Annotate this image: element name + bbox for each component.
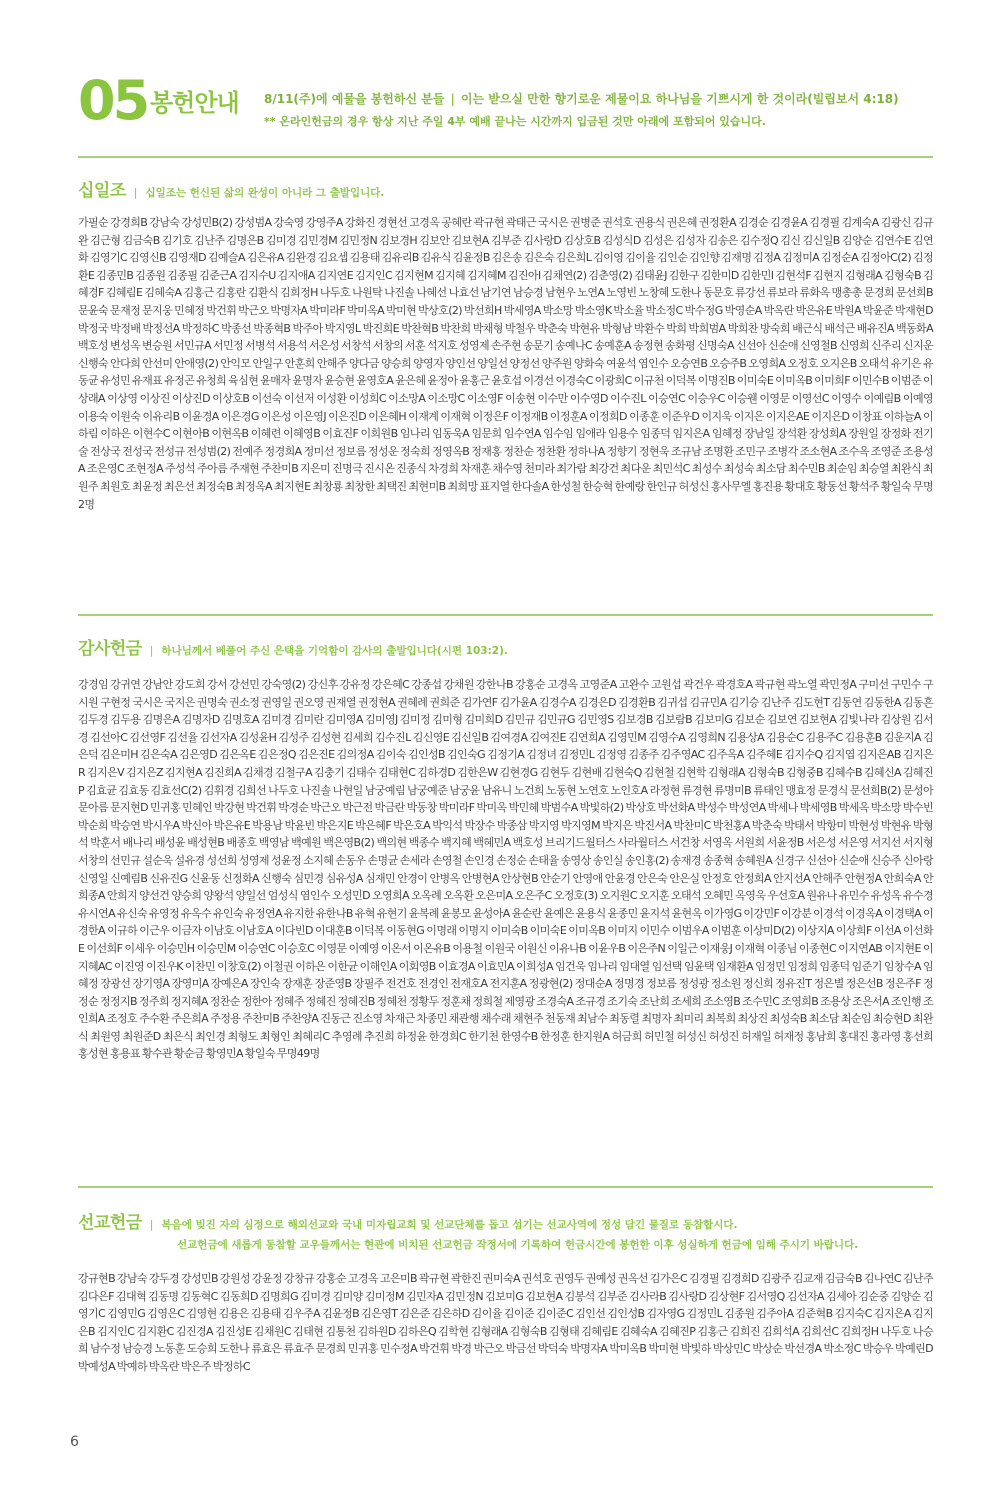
tithe-heading bbox=[78, 176, 938, 201]
divider bbox=[78, 614, 933, 616]
separator-bar: | bbox=[133, 186, 138, 199]
mission-subtitle-2: 선교헌금에 새롭게 동참할 교우들께서는 현관에 비치된 선교헌금 작정서에 기록하여 헌금시간에 봉헌한 이후 성실하게 헌금에 임해 주시기 바랍니다. bbox=[177, 1239, 859, 1251]
header-scripture: 이는 받으실 만한 향기로운 제물이요 하나님을 기쁘시게 한 것이라(빌립보서 4:18) bbox=[460, 92, 899, 106]
tithe-subtitle: 십일조는 헌신된 삶의 완성이 아니라 그 출발입니다. bbox=[145, 187, 385, 199]
page-number: 6 bbox=[70, 1434, 79, 1450]
header-note: ** 온라인헌금의 경우 항상 지난 주일 4부 예배 끝나는 시간까지 입금된 것만 아래에 포함되어 있습니다. bbox=[264, 115, 766, 128]
mission-heading bbox=[78, 1208, 938, 1252]
separator-bar: | bbox=[149, 1218, 154, 1231]
tithe-name-list: 가필순 강경희B 강남숙 강성민B(2) 강성범A 강숙영 강영주A 강화진 경현선 고경옥 공혜란 곽규현 곽태근 국시은 권병준 권석호 권용식 권은혜 권정환A 김경순 김경윤A 김경필 김계숙A 김광신 김규완 김근형 김금숙B 김기호 김난주 김명은B 김미경 김민경M 김민정N 김보경H 김보안 김보현A 김부준 김사랑D 김상호B 김성식D 김성은 김성자 김송은 김수정Q 김신 김신일B 김양순 김연수E 김연화 김영기C 김영신B 김영재D 김예슬A 김은유A 김완경 김요셉 김용태 김유리B 김유식 김윤정B 김은송 김은숙 김은희L 김이영 김이율 김인순 김인향 김재명 김정A 김정미A 김정순A 김정아C(2) 김정환E 김종민B 김종원 김종필 김준근A 김지수U 김지애A 김지연E 김지인C 김지현M 김지혜 김지혜M 김진아I 김채연(2) 김춘영(2) 김태윤J 김한구 김한미D 김한민I 김현석F 김현지 김형래A 김형숙B 김혜경F 김혜림E 김혜숙A 김홍근 김홍란 김환식 김희정H 나두호 나원탁 나진솔 나혜선 나효선 남기연 남승경 남현우 노연A 노영빈 노창혜 도한나 동문호 류강선 류보라 류화옥 맹총총 문경희 문선희B 문윤숙 문재정 문지웅 민혜정 박건휘 박근오 박명자A 박미라F 박미옥A 박미현 박상호(2) 박선희H 박세영A 박소망 박소영K 박소율 박소정C 박수정G 박영순A 박옥란 박은유E 박원A 박윤준 박재현D 박정국 박정배 박정선A 박정하C 박종선 박종혁B 박주아 박지영L 박진희E 박찬혁B 박찬희 박채형 박철우 박춘숙 박현유 박형남 박환수 박희 박희범A 박희찬 방숙희 배근식 배석근 배유진A 백동화A 백호성 변성옥 변승원 서민규A 서민정 서병석 서용석 서은성 서창석 서창의 서훈 석지호 성영제 손주현 송문기 송예나C 송예훈A 송정현 송화평 신명숙A 신선아 신순애 신영철B 신영희 신주리 신지운 신행숙 안다희 안선미 안애영(2) 안익모 안일구 안훈희 안해주 양다금 양승희 양영자 양인선 양일선 양정선 양주원 양화숙 여윤석 염인수 오승연B 오승주B 오영희A 오정호 오지은B 오태석 유기은 유동균 유성민 유재표 유정곤 유청희 육심현 윤매자 윤명자 윤승현 윤영호A 윤은혜 윤정아 윤홍근 윤호섭 이경선 이경숙C 이광희C 이규천 이덕복 이명진B 이미숙E 이미옥B 이미희F 이민수B 이범준 이상래A 이상영 이상진 이상진D 이상호B 이선숙 이선저 이성환 이성희C 이소망A 이소망C 이소영F 이송현 이수만 이수영D 이수진L 이승연C 이승우C 이승웬 이영문 이영선C 이영수 이예림B 이예영 이용숙 이원숙 이유리B 이윤경A 이은경G 이은성 이은영J 이은진D 이은혜H 이재계 이재혁 이정은F 이정재B 이정훈A 이정희D 이종훈 이준우D 이지욱 이지은 이지은AE 이지은D 이창표 이하늘A 이하림 이하은 이현수C 이현아B 이현옥B 이혜련 이혜영B 이효진F 이희원B 임나리 임동욱A 임문희 임수연A 임수임 임애라 임용수 임종덕 임지은A 임혜정 장남일 장석환 장성희A 장원일 장정화 전기술 전상국 전성국 전성규 전성범(2) 전예주 정경희A 정미선 정보름 정성운 정숙희 정영옥B 정재홍 정찬순 정찬환 정하나A 정향기 정현욱 조규남 조명환 조민구 조병각 조소현A 조수옥 조영준 조용성A 조은영C 조현정A 주성석 주아름 주재현 주찬미B 지은미 진명극 진시온 진종식 차경희 차재훈 채수영 천미라 최가람 최강건 최다운 최민석C 최성수 최성숙 최소담 최수민B 최순임 최승열 최완식 최원주 최원호 최윤정 최은선 최정숙B 최정옥A 최지현E 최창룡 최창한 최택진 최현미B 최희망 표지열 한다솔A 한성철 한승혁 한예랑 한인규 허성신 홍사무엘 홍진용 황대호 황동선 황석주 황일숙 무명2명 bbox=[78, 216, 933, 511]
thanks-name-list: 강경임 강귀연 강남안 강도희 강서 강선민 강숙영(2) 강신후 강유정 강은혜C 강종섭 강채원 강한나B 강홍순 고경옥 고영준A 고완수 고원섭 곽건우 곽경호A 곽규현 곽노열 곽민정A 구미선 구민수 구시원 구현정 국시은 국지은 권명숙 권소정 권영일 권오영 권재열 권정현A 권혜례 권희준 김가연F 김가윤A 김경수A 김경은D 김경환B 김귀섭 김규민A 김기승 김난주 김도현T 김동연 김동한A 김동흔 김두경 김두용 김명은A 김명자D 김명호A 김미경 김미란 김미영A 김미영J 김미정 김미형 김미희D 김민규 김민규G 김민영S 김보경B 김보람B 김보미G 김보순 김보연 김보현A 김빛나라 김상원 김서경 김선아C 김선영F 김선율 김선자A 김성윤H 김성주 김성현 김세희 김수진L 김신영E 김신일B 김여경A 김여진E 김연희A 김영민M 김영수A 김영희N 김용상A 김용순C 김용주C 김용훈B 김운지A 김은덕 김은미H 김은숙A 김은영D 김은옥E 김은정Q 김은진E 김의정A 김이숙 김인성B 김인숙G 김정기A 김정녀 김정민L 김정영 김종주 김주영AC 김주옥A 김주혜E 김지수Q 김지엽 김지은AB 김지은R 김지은V 김지은Z 김지현A 김진희A 김채경 김철구A 김충기 김태수 김태현C 김하경D 김한은W 김현경G 김현두 김현배 김현숙Q 김현철 김현학 김형래A 김형숙B 김형중B 김혜수B 김혜신A 김혜진P 김효균 김효동 김효선C(2) 김휘경 김희선 나두호 나진솔 나현일 남궁예림 남궁예준 남궁윤 남유니 노건희 노동현 노연호 노인호A 라정현 류경현 류명미B 류태인 맹효정 문경식 문선희B(2) 문성아 문아름 문지현D 민귀홍 민혜인 박강현 박건휘 박경순 박근오 박근전 박금란 박동창 박미라F 박미옥 박민혜 박범수A 박빛하(2) 박상호 박선화A 박성수 박성연A 박세나 박세영B 박세옥 박소망 박수빈 박순희 박승연 박시우A 박신아 박은유E 박용남 박윤빈 박은지E 박은혜F 박은호A 박익석 박장수 박종삼 박지영 박지영M 박지은 박진서A 박찬미C 박천홍A 박춘숙 박태서 박항미 박현성 박현유 박형석 박훈서 배나리 배성윤 배성현B 배종호 백영남 백예원 백은영B(2) 백의현 백종수 백지혜 백혜민A 백호성 브리기드월터스 사라월터스 서건창 서영옥 서원희 서윤정B 서은성 서은영 서지선 서지형 서창의 선민규 설순욱 설유경 성선희 성영제 성윤정 소지혜 손동우 손명균 손세라 손영철 손인경 손정순 손태율 송영상 송인실 송인홍(2) 송재경 송종혁 송혜원A 신경구 신선아 신순애 신승주 신아랑 신영일 신예림B 신유진G 신윤동 신정화A 신행숙 심민경 심유성A 심재민 안경이 안병옥 안병현A 안상현B 안순기 안영애 안윤경 안은숙 안은실 안정호 안정희A 안지선A 안해주 안현정A 안희숙A 안희종A 안희지 양선건 양승희 양왕석 양일선 엄성식 염인수 오성민D 오영희A 오옥례 오옥환 오은미A 오은주C 오정호(3) 오지원C 오지훈 오태석 오혜민 옥영욱 우선호A 원유나 유민수 유성옥 유수경 유시연A 유신숙 유영정 유옥수 유인숙 유정연A 유지한 유한나B 유혁 유현기 윤복례 윤봉모 윤성아A 윤순란 윤예은 윤용식 윤종민 윤지석 윤현옥 이가영G 이강민F 이강분 이경석 이경옥A 이경택A 이경한A 이규하 이근우 이금자 이남호 이남호A 이다빈D 이대훈B 이덕복 이동현G 이명래 이명지 이미숙B 이미숙E 이미옥B 이미지 이민수 이범우A 이범훈 이상미D(2) 이상지A 이상희F 이선A 이선화E 이선희F 이세우 이승민H 이승민M 이승연C 이승호C 이영문 이예영 이온서 이온유B 이용철 이원국 이원신 이유나B 이윤우B 이은주N 이일근 이재웅J 이재혁 이종님 이종현C 이지연AB 이지현E 이지혜AC 이진영 이진우K 이찬민 이창호(2) 이철권 이하은 이한균 이해인A 이회영B 이효경A 이효민A 이희성A 임건욱 임나리 임대열 임선택 임윤택 임재환A 임정민 임정희 임종덕 임준기 임창수A 임혜정 장광선 장기영A 장영미A 장예은A 장인숙 장재훈 장준영B 장필주 전건호 전경인 전재호A 전지훈A 정광현(2) 정대순A 정명경 정보름 정성광 정소원 정신희 정유진T 정은별 정은선B 정은주F 정정순 정정지B 정주희 정지혜A 정찬순 정한아 정혜주 정혜진 정혜진B 정혜천 정황두 정훈채 정희철 제영광 조경숙A 조규경 조기숙 조난희 조세희 조소영B 조수민C 조영희B 조용상 조은서A 조인행 조인희A 조정호 주수환 주은희A 주정용 주찬미B 주찬양A 진동근 진소영 차재근 차종민 채관행 채수래 채현주 천동재 최남수 최동렬 최명자 최미리 최복희 최상진 최성숙B 최소담 최순임 최승현D 최완식 최원영 최원준D 최은식 최인경 최형도 최형인 최혜리C 추영례 추진희 하정윤 한경희C 한기천 한영수B 한정훈 한지원A 허금희 허민철 허성신 허성진 허재일 허재정 홍남희 홍대진 홍라영 홍선희 홍성현 홍용표 황수관 황순금 황영민A 황일숙 무명49명 bbox=[78, 678, 934, 1061]
mission-title: 선교헌금 bbox=[78, 1213, 142, 1233]
thanks-subtitle: 하나님께서 베풀어 주신 은택을 기억함이 감사의 출발입니다(시편 103:2). bbox=[161, 645, 508, 657]
tithe-title: 십일조 bbox=[78, 181, 126, 201]
mission-name-list: 강규현B 강남숙 강두경 강성민B 강원성 강윤정 강창규 강홍순 고경옥 고은미B 곽규현 곽한진 권미숙A 권석호 권영두 권예성 권옥선 김가은C 김경필 김경희D 김광주 김교재 김금숙B 김나연C 김난주 김다은F 김대혁 김동명 김동혁C 김동희D 김명희G 김미경 김미양 김미정M 김민자A 김민정N 김보미G 김보현A 김봉석 김부준 김사라B 김사랑D 김상현F 김서영Q 김선자A 김세아 김순중 김양순 김영기C 김영민G 김영은C 김영현 김용은 김용태 김우주A 김윤정B 김은영T 김은준 김은하D 김이율 김이준 김이준C 김인선 김인성B 김자영G 김정민L 김종원 김주아A 김준혁B 김지숙C 김지은A 김지은B 김지인C 김지환C 김진경A 김진성E 김채원C 김태현 김통천 김하원D 김하은Q 김학현 김형래A 김형숙B 김형태 김혜림E 김혜숙A 김혜진P 김홍근 김희진 김희석A 김희선C 김희정H 나두호 나승희 남수정 남승경 노동훈 도승희 도한나 류효은 류효주 문경희 민귀홍 민수정A 박건휘 박경 박근오 박금선 박덕숙 박명자A 박미옥B 박미현 박빛하 박상민C 박상순 박선경A 박소정C 박승우 박예린D 박예성A 박예하 박옥란 박은주 박정하C bbox=[78, 1272, 933, 1373]
separator-bar: | bbox=[450, 92, 455, 106]
page-title: 봉헌안내 bbox=[150, 89, 239, 117]
header-subtitle bbox=[264, 90, 899, 108]
divider bbox=[78, 156, 933, 158]
thanks-heading bbox=[78, 634, 938, 659]
section-number: 05 bbox=[78, 69, 148, 132]
mission-subtitle: 복음에 빚진 자의 심정으로 해외선교와 국내 미자립교회 및 선교단체를 돕고 섬기는 선교사역에 정성 담긴 물질로 동참합시다. bbox=[161, 1219, 738, 1231]
divider bbox=[78, 1186, 933, 1188]
separator-bar: | bbox=[149, 644, 154, 657]
header-subtitle-bold: 8/11(주)에 예물을 봉헌하신 분들 bbox=[264, 92, 445, 106]
page-header bbox=[78, 70, 938, 140]
thanks-title: 감사헌금 bbox=[78, 639, 142, 659]
